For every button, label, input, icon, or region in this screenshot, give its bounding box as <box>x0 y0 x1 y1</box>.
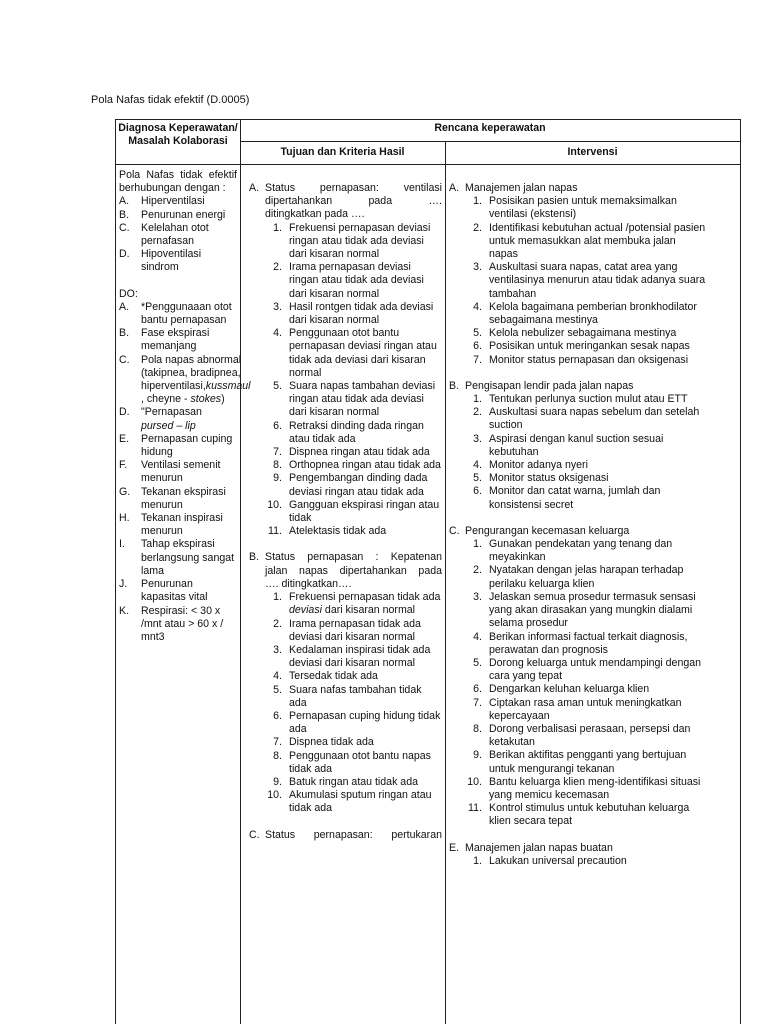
list-item <box>249 670 442 683</box>
item-text: Bantu keluarga klien meng-identifikasi situasi yang memicu kecemasan <box>489 775 701 801</box>
header-divider-bottom <box>116 164 740 165</box>
item-text-italic-2: stokes <box>190 393 222 406</box>
item-text-main: Dispnea tidak ada <box>289 736 374 749</box>
item-text-main: Ventilasi semenit menurun <box>141 459 221 485</box>
item-number: 11. <box>268 525 282 538</box>
list-item <box>249 222 442 262</box>
item-text-main: Frekuensi pernapasan tidak ada <box>289 591 441 604</box>
item-text-main: Suara nafas tambahan tidak ada <box>289 683 422 709</box>
item-text: Suara napas tambahan deviasi ringan atau tidak ada deviasi dari kisaran normal <box>289 380 436 419</box>
item-number: 1. <box>473 538 482 551</box>
section-title: Manajemen jalan napas buatan <box>465 841 613 854</box>
list-item <box>119 327 237 353</box>
item-number: 3. <box>473 432 482 445</box>
list-item <box>449 564 706 590</box>
item-number: 5. <box>473 656 482 669</box>
item-text-main: Penurunan energi <box>141 208 226 221</box>
item-text-main: Kedalaman inspirasi tidak ada deviasi dari kisaran normal <box>289 643 431 670</box>
item-number: 2. <box>473 221 482 234</box>
list-item <box>249 420 442 446</box>
list-item <box>449 327 706 340</box>
item-text <box>141 301 237 327</box>
item-number: 6. <box>473 340 482 353</box>
section-label: B. <box>449 379 460 392</box>
item-text-main: Tekanan inspirasi menurun <box>141 512 223 538</box>
section-b-line3: …. ditingkatkan…. <box>265 577 352 590</box>
list-item <box>449 301 706 327</box>
item-text-main: Fase ekspirasi memanjang <box>141 327 210 353</box>
item-text-main: Tahap ekspirasi berlangsung sangat lama <box>141 538 235 577</box>
list-item <box>249 499 442 525</box>
item-text: Kontrol stimulus untuk kebutuhan keluarga klien secara tepat <box>489 802 690 828</box>
diagnosa-intro-2: berhubungan dengan : <box>119 182 226 195</box>
item-number: 6. <box>473 683 482 696</box>
item-label: B. <box>119 208 130 221</box>
item-text <box>289 618 442 644</box>
item-text-main: "Pernapasan <box>141 406 202 419</box>
item-text-main: Batuk ringan atau tidak ada <box>289 775 418 788</box>
item-text-main: Tersedak tidak ada <box>289 670 378 683</box>
list-item <box>449 472 706 485</box>
item-number: 6. <box>273 709 282 722</box>
item-text <box>141 433 237 459</box>
list-item <box>449 354 706 367</box>
item-text: Posisikan untuk meringankan sesak napas <box>489 340 690 353</box>
tujuan-section-a <box>249 182 442 222</box>
item-number: 7. <box>473 696 482 709</box>
list-item <box>249 446 442 459</box>
item-text <box>289 670 442 683</box>
item-text <box>289 710 442 736</box>
item-text-main: Hipoventilasi sindrom <box>141 248 202 274</box>
item-text: Auskultasi suara napas sebelum dan setelah suction <box>489 406 700 432</box>
item-number: 2. <box>473 406 482 419</box>
item-text-main: Penurunan kapasitas vital <box>141 578 208 604</box>
section-label: C. <box>449 524 460 537</box>
list-item <box>119 486 237 512</box>
list-item <box>249 618 442 644</box>
list-item <box>449 631 706 657</box>
item-text: Monitor dan catat warna, jumlah dan konsistensi secret <box>489 485 661 511</box>
list-item <box>449 433 706 459</box>
tujuan-column <box>249 182 442 842</box>
item-text: Tentukan perlunya suction mulut atau ETT <box>489 393 688 406</box>
item-text: Jelaskan semua prosedur termasuk sensasi yang akan dirasakan yang mungkin dialami selama prosedur <box>489 590 696 630</box>
item-text: Kelola nebulizer sebagaimana mestinya <box>489 327 677 340</box>
intervensi-section-b <box>449 380 706 393</box>
item-text <box>141 459 237 485</box>
item-number: 2. <box>273 261 282 274</box>
list-item <box>449 485 706 511</box>
item-text: Monitor adanya nyeri <box>489 459 588 472</box>
section-label: E. <box>449 841 460 854</box>
do-label: DO: <box>119 287 138 300</box>
item-number: 9. <box>273 472 282 485</box>
item-text-after: , cheyne - <box>141 393 191 406</box>
list-item <box>449 406 706 432</box>
list-item <box>119 538 237 578</box>
item-text: Frekuensi pernapasan deviasi ringan atau tidak ada deviasi dari kisaran normal <box>289 221 431 261</box>
intervensi-section-e <box>449 842 706 855</box>
item-text: Nyatakan dengan jelas harapan terhadap perilaku keluarga klien <box>489 564 684 590</box>
item-number: 1. <box>473 195 482 208</box>
item-text: Berikan informasi factual terkait diagnosis, perawatan dan prognosis <box>489 630 688 656</box>
item-text: Monitor status oksigenasi <box>489 472 609 485</box>
header-diagnosa <box>116 122 240 148</box>
item-text: Gangguan ekspirasi ringan atau tidak <box>289 498 440 525</box>
list-item <box>449 723 706 749</box>
tujuan-section-c <box>249 829 442 842</box>
item-text <box>289 776 442 789</box>
list-item <box>449 591 706 631</box>
item-text <box>289 591 442 617</box>
item-number: 6. <box>273 419 282 432</box>
list-item <box>249 327 442 380</box>
item-text: Irama pernapasan deviasi ringan atau tidak ada deviasi dari kisaran normal <box>289 261 424 300</box>
section-title: Pengurangan kecemasan keluarga <box>465 524 630 537</box>
item-number: 5. <box>273 380 282 393</box>
item-text-italic: pursed – lip <box>141 419 196 432</box>
item-number: 8. <box>273 749 282 762</box>
intervensi-column <box>449 182 706 868</box>
section-label: A. <box>449 182 460 194</box>
item-number: 4. <box>273 670 282 683</box>
item-text <box>141 538 237 578</box>
item-text: Hasil rontgen tidak ada deviasi dari kisaran normal <box>289 300 434 327</box>
item-text-post: dari kisaran normal <box>321 604 416 617</box>
list-item <box>449 776 706 802</box>
item-text-main: Hiperventilasi <box>141 195 205 208</box>
list-item <box>449 657 706 683</box>
item-text <box>141 209 237 222</box>
item-label: K. <box>119 604 130 617</box>
diagnosa-intro-1: Pola Nafas tidak efektif <box>119 169 237 181</box>
item-text-italic: kussmaul <box>205 380 251 393</box>
item-text: Lakukan universal precaution <box>489 854 627 867</box>
list-item <box>119 301 237 327</box>
item-label: I. <box>119 538 125 551</box>
list-item <box>249 301 442 327</box>
item-number: 11. <box>468 802 482 815</box>
list-item <box>249 736 442 749</box>
list-item <box>449 261 706 301</box>
item-text-main: Pernapasan cuping hidung <box>141 432 233 459</box>
item-text: Atelektasis tidak ada <box>289 525 387 538</box>
item-text <box>141 512 237 538</box>
section-b-line2: jalan napas dipertahankan pada <box>265 564 442 577</box>
tujuan-section-b <box>249 551 442 591</box>
care-plan-table <box>115 119 741 1024</box>
column-divider-1 <box>240 120 241 1024</box>
item-text-italic: deviasi <box>289 604 322 617</box>
item-label: B. <box>119 327 130 340</box>
item-number: 2. <box>273 617 282 630</box>
intervensi-section-c <box>449 525 706 538</box>
item-number: 5. <box>273 683 282 696</box>
list-item <box>119 222 237 248</box>
item-text <box>141 605 237 645</box>
item-label: H. <box>119 512 130 525</box>
list-item <box>119 459 237 485</box>
item-text: Monitor status pernapasan dan oksigenasi <box>489 353 689 366</box>
item-label: F. <box>119 459 128 472</box>
item-text <box>289 684 442 710</box>
item-label: J. <box>119 578 128 591</box>
item-number: 10. <box>267 498 282 511</box>
list-item <box>249 750 442 776</box>
item-number: 4. <box>473 300 482 313</box>
item-text: Kelola bagaimana pemberian bronkhodilator sebagaimana mestinya <box>489 300 697 327</box>
item-text <box>141 195 237 208</box>
item-number: 7. <box>273 446 282 459</box>
header-diagnosa-line2: Masalah Kolaborasi <box>128 135 228 148</box>
item-number: 4. <box>473 630 482 643</box>
section-label: A. <box>249 182 260 194</box>
section-b-line1: Status pernapasan : Kepatenan <box>265 551 442 564</box>
header-intervensi: Intervensi <box>567 146 618 158</box>
section-title: Manajemen jalan napas <box>465 182 578 194</box>
item-text-main: Penggunaan otot bantu napas tidak ada <box>289 749 431 775</box>
item-text <box>141 327 237 353</box>
list-item <box>449 538 706 564</box>
list-item <box>449 195 706 221</box>
item-text-main: Akumulasi sputum ringan atau tidak ada <box>289 789 432 815</box>
item-text-main: Irama pernapasan tidak ada deviasi dari kisaran normal <box>289 617 421 643</box>
item-text <box>141 578 237 604</box>
diagnosa-column <box>119 169 251 644</box>
item-label: A. <box>119 195 130 208</box>
item-number: 3. <box>473 590 482 603</box>
section-a-line1: Status pernapasan: ventilasi <box>265 182 442 194</box>
item-text-main: Kelelahan otot pernafasan <box>141 221 209 248</box>
item-number: 4. <box>273 327 282 340</box>
list-item <box>119 248 237 274</box>
item-label: D. <box>119 406 130 419</box>
list-item <box>249 776 442 789</box>
item-number: 3. <box>473 261 482 274</box>
list-item <box>249 472 442 498</box>
list-item <box>449 697 706 723</box>
header-tujuan: Tujuan dan Kriteria Hasil <box>280 146 405 158</box>
item-text <box>141 406 237 432</box>
list-item <box>119 353 251 407</box>
item-text: Orthopnea ringan atau tidak ada <box>289 459 441 472</box>
list-item <box>119 605 237 645</box>
item-number: 5. <box>473 327 482 340</box>
list-item <box>449 393 706 406</box>
item-text-main: Pernapasan cuping hidung tidak ada <box>289 709 441 736</box>
list-item <box>119 195 237 208</box>
item-text-main: Tekanan ekspirasi menurun <box>141 485 226 511</box>
item-number: 2. <box>473 564 482 577</box>
list-item <box>249 380 442 420</box>
item-number: 5. <box>473 472 482 485</box>
list-item <box>119 512 237 538</box>
item-text-end: ) <box>221 393 225 406</box>
header-rencana: Rencana keperawatan <box>434 122 546 134</box>
item-text: Auskultasi suara napas, catat area yang ventilasinya menurun atau tidak adanya suara tambahan <box>489 261 706 300</box>
item-text: Pengembangan dinding dada deviasi ringan atau tidak ada <box>289 472 428 498</box>
list-item <box>119 406 237 432</box>
item-text: Posisikan pasien untuk memaksimalkan ventilasi (ekstensi) <box>489 195 677 221</box>
item-number: 3. <box>273 300 282 313</box>
list-item <box>249 459 442 472</box>
item-number: 4. <box>473 459 482 472</box>
section-title: Pengisapan lendir pada jalan napas <box>465 379 634 392</box>
section-label: C. <box>249 828 260 841</box>
document-title: Pola Nafas tidak efektif (D.0005) <box>91 94 250 106</box>
list-item <box>249 261 442 301</box>
item-number: 7. <box>273 736 282 749</box>
column-divider-2 <box>445 141 446 1024</box>
list-item <box>249 789 442 815</box>
list-item <box>249 525 442 538</box>
item-number: 9. <box>473 749 482 762</box>
item-text-main: *Penggunaaan otot bantu pernapasan <box>141 300 232 327</box>
list-item <box>449 340 706 353</box>
item-label: G. <box>119 485 131 498</box>
item-number: 10. <box>467 775 482 788</box>
item-text <box>289 789 442 815</box>
item-number: 1. <box>473 393 482 406</box>
item-label: D. <box>119 248 130 261</box>
intervensi-section-a <box>449 182 706 195</box>
list-item <box>449 855 706 868</box>
section-a-line3: ditingkatkan pada …. <box>265 208 365 221</box>
item-text <box>289 750 442 776</box>
item-text <box>141 354 251 407</box>
item-text: Ciptakan rasa aman untuk meningkatkan kepercayaan <box>489 696 682 722</box>
item-text: Dorong verbalisasi perasaan, persepsi dan ketakutan <box>489 722 691 749</box>
item-text <box>289 644 442 670</box>
section-a-line2: dipertahankan pada …. <box>265 195 442 208</box>
item-number: 9. <box>273 775 282 788</box>
item-number: 3. <box>273 643 282 656</box>
item-text <box>141 248 237 274</box>
item-text: Aspirasi dengan kanul suction sesuai kebutuhan <box>489 432 664 458</box>
list-item <box>449 459 706 472</box>
item-text: Gunakan pendekatan yang tenang dan meyakinkan <box>489 538 673 564</box>
section-label: B. <box>249 551 260 564</box>
item-text: Retraksi dinding dada ringan atau tidak ada <box>289 419 424 445</box>
item-number: 7. <box>473 353 482 366</box>
item-text-main: Pola napas abnormal (takipnea, bradipnea, hiperventilasi, <box>141 353 242 393</box>
item-text <box>289 736 442 749</box>
item-text-main: Respirasi: < 30 x /mnt atau > 60 x / mnt3 <box>141 604 224 643</box>
item-text: Dorong keluarga untuk mendampingi dengan cara yang tepat <box>489 656 702 683</box>
item-number: 8. <box>473 722 482 735</box>
item-label: C. <box>119 221 130 234</box>
item-text: Dengarkan keluhan keluarga klien <box>489 683 650 696</box>
header-divider-sub <box>240 141 740 142</box>
item-text: Dispnea ringan atau tidak ada <box>289 446 430 459</box>
list-item <box>449 749 706 775</box>
item-text <box>141 486 237 512</box>
item-number: 8. <box>273 459 282 472</box>
item-label: E. <box>119 432 130 445</box>
item-number: 6. <box>473 485 482 498</box>
list-item <box>119 433 237 459</box>
list-item <box>249 710 442 736</box>
item-number: 1. <box>273 221 282 234</box>
list-item <box>249 644 442 670</box>
list-item <box>449 683 706 696</box>
item-label: A. <box>119 300 130 313</box>
item-number: 1. <box>473 854 482 867</box>
item-text: Identifikasi kebutuhan actual /potensial pasien untuk memasukkan alat membuka jalan napas <box>489 221 706 261</box>
list-item <box>249 684 442 710</box>
list-item <box>449 222 706 262</box>
list-item <box>119 578 237 604</box>
item-number: 1. <box>273 591 282 604</box>
header-diagnosa-line1: Diagnosa Keperawatan/ <box>118 122 238 134</box>
item-number: 10. <box>267 789 282 802</box>
list-item <box>449 802 706 828</box>
section-c-text: Status pernapasan: pertukaran <box>265 828 442 841</box>
item-text: Penggunaan otot bantu pernapasan deviasi ringan atau tidak ada deviasi dari kisaran normal <box>289 327 437 379</box>
item-label: C. <box>119 353 130 366</box>
list-item <box>119 209 237 222</box>
item-text <box>141 222 237 248</box>
item-text: Berikan aktifitas pengganti yang bertujuan untuk mengurangi tekanan <box>489 749 687 775</box>
list-item <box>249 591 442 617</box>
